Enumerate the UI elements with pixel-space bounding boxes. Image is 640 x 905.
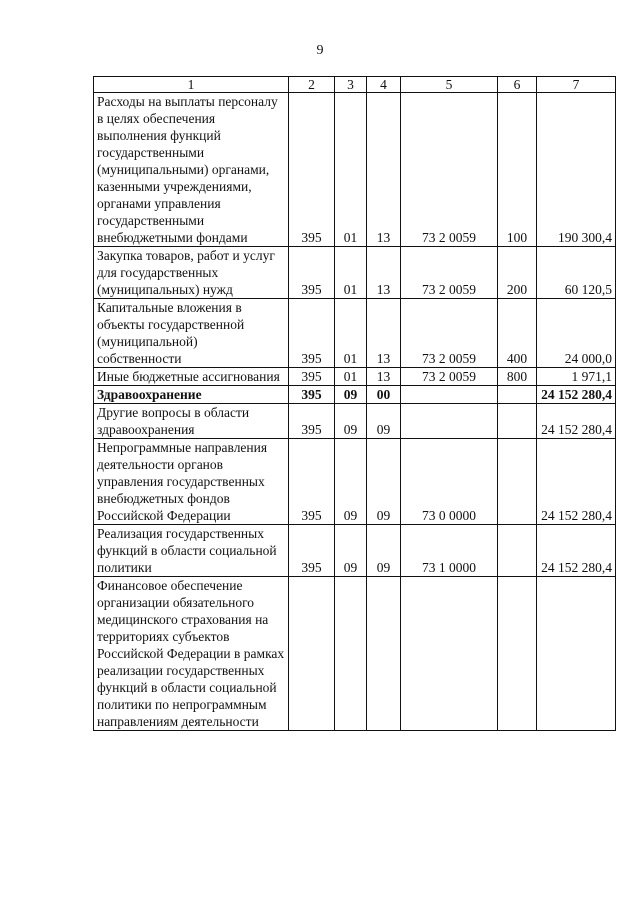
header-cell-subsection: 4	[367, 77, 401, 93]
table-row	[94, 404, 616, 439]
table-row	[94, 299, 616, 368]
cell-name: Иные бюджетные ассигнования	[94, 368, 289, 386]
cell-name: Расходы на выплаты персоналу в целях обеспечения выполнения функций государственными (муниципальными) органами, казенными учреждениями, органами управления государственными внебюджетными фондами	[94, 93, 289, 247]
header-cell-amount: 7	[537, 77, 616, 93]
cell-admin: 395	[289, 404, 335, 439]
cell-subsection: 09	[367, 404, 401, 439]
cell-target	[401, 386, 498, 404]
cell-target: 73 1 0000	[401, 525, 498, 577]
cell-section: 09	[335, 525, 367, 577]
cell-type: 400	[498, 299, 537, 368]
cell-type: 100	[498, 93, 537, 247]
cell-target: 73 0 0000	[401, 439, 498, 525]
cell-subsection: 09	[367, 525, 401, 577]
cell-target	[401, 577, 498, 731]
header-row	[94, 77, 616, 93]
cell-admin: 395	[289, 439, 335, 525]
cell-section: 01	[335, 299, 367, 368]
cell-target: 73 2 0059	[401, 93, 498, 247]
cell-section: 01	[335, 93, 367, 247]
page-number: 9	[316, 43, 324, 58]
cell-target	[401, 404, 498, 439]
cell-type: 800	[498, 368, 537, 386]
cell-name: Здравоохранение	[94, 386, 289, 404]
cell-target: 73 2 0059	[401, 299, 498, 368]
header-cell-type: 6	[498, 77, 537, 93]
cell-section: 01	[335, 247, 367, 299]
header-cell-section: 3	[335, 77, 367, 93]
cell-admin: 395	[289, 247, 335, 299]
cell-section: 01	[335, 368, 367, 386]
cell-amount: 1 971,1	[537, 368, 616, 386]
cell-admin: 395	[289, 386, 335, 404]
cell-amount: 24 152 280,4	[537, 525, 616, 577]
cell-target: 73 2 0059	[401, 368, 498, 386]
cell-admin: 395	[289, 368, 335, 386]
cell-type	[498, 386, 537, 404]
cell-subsection: 00	[367, 386, 401, 404]
cell-amount: 24 000,0	[537, 299, 616, 368]
cell-admin: 395	[289, 93, 335, 247]
table-row	[94, 247, 616, 299]
cell-target: 73 2 0059	[401, 247, 498, 299]
cell-section	[335, 577, 367, 731]
cell-section: 09	[335, 404, 367, 439]
cell-section: 09	[335, 439, 367, 525]
budget-table-body	[94, 77, 616, 731]
cell-type	[498, 404, 537, 439]
cell-subsection: 13	[367, 368, 401, 386]
cell-name: Закупка товаров, работ и услуг для государственных (муниципальных) нужд	[94, 247, 289, 299]
cell-subsection: 13	[367, 299, 401, 368]
table-row	[94, 368, 616, 386]
header-cell-target: 5	[401, 77, 498, 93]
cell-amount: 190 300,4	[537, 93, 616, 247]
cell-name: Капитальные вложения в объекты государственной (муниципальной) собственности	[94, 299, 289, 368]
cell-type: 200	[498, 247, 537, 299]
cell-subsection: 13	[367, 93, 401, 247]
cell-subsection	[367, 577, 401, 731]
table-row	[94, 577, 616, 731]
cell-amount: 24 152 280,4	[537, 386, 616, 404]
cell-name: Другие вопросы в области здравоохранения	[94, 404, 289, 439]
table-row	[94, 525, 616, 577]
table-row	[94, 386, 616, 404]
cell-subsection: 13	[367, 247, 401, 299]
cell-name: Непрограммные направления деятельности органов управления государственных внебюджетных фондов Российской Федерации	[94, 439, 289, 525]
cell-type	[498, 439, 537, 525]
cell-admin: 395	[289, 299, 335, 368]
cell-type	[498, 577, 537, 731]
cell-name: Реализация государственных функций в области социальной политики	[94, 525, 289, 577]
table-row	[94, 93, 616, 247]
cell-type	[498, 525, 537, 577]
cell-name: Финансовое обеспечение организации обязательного медицинского страхования на территориях субъектов Российской Федерации в рамках реализации государственных функций в области социальной политики по непрограммным направлениям деятельности	[94, 577, 289, 731]
header-cell-admin: 2	[289, 77, 335, 93]
header-cell-name: 1	[94, 77, 289, 93]
cell-amount	[537, 577, 616, 731]
cell-amount: 24 152 280,4	[537, 439, 616, 525]
cell-admin: 395	[289, 525, 335, 577]
cell-admin	[289, 577, 335, 731]
cell-section: 09	[335, 386, 367, 404]
cell-subsection: 09	[367, 439, 401, 525]
table-row	[94, 439, 616, 525]
cell-amount: 60 120,5	[537, 247, 616, 299]
cell-amount: 24 152 280,4	[537, 404, 616, 439]
budget-table	[93, 76, 616, 731]
